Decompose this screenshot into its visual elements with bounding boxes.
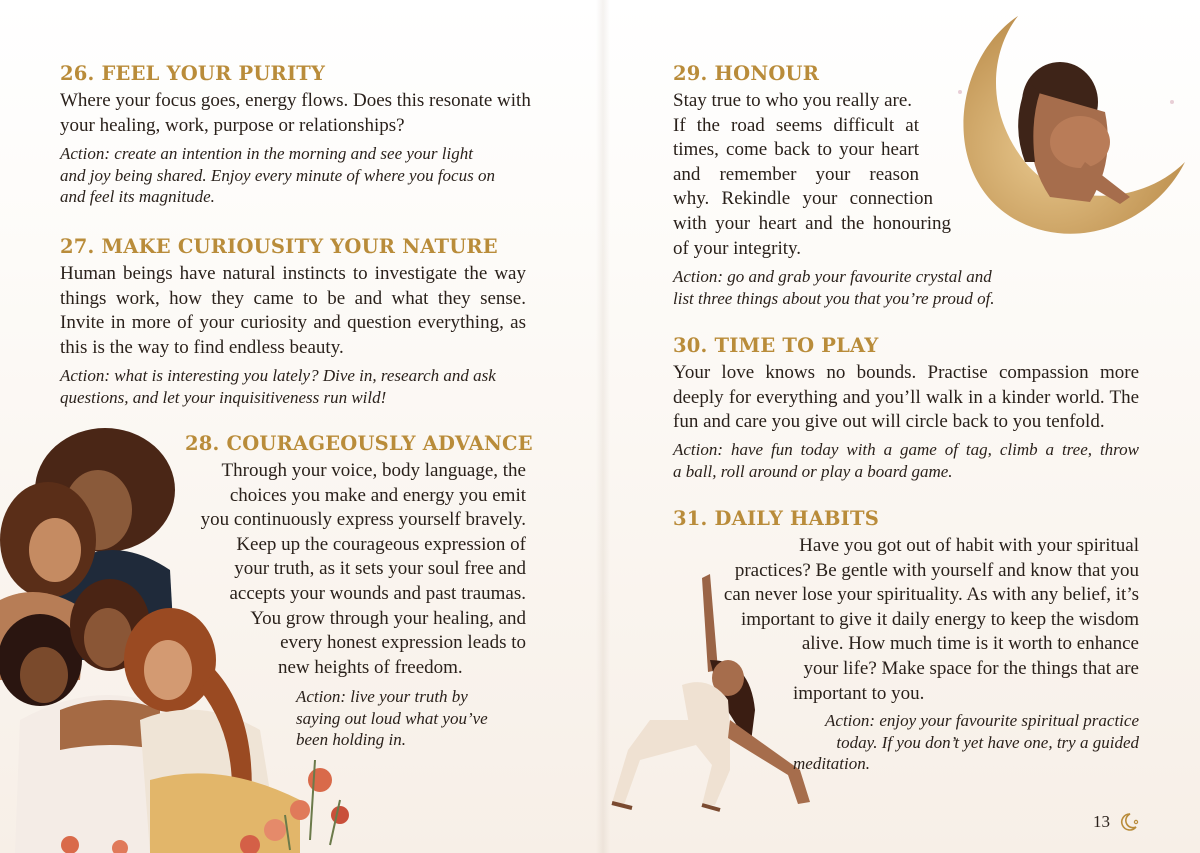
page-gutter — [596, 0, 610, 853]
action-29 — [673, 266, 1073, 309]
heading-31: 31. DAILY HABITS — [673, 507, 879, 530]
text-line: Stay true to who you really are. — [673, 90, 913, 111]
text-line: things work, how they came to be and what they sense. — [60, 287, 526, 309]
text-line: times, come back to your heart — [673, 139, 919, 161]
body-31 — [720, 534, 1139, 706]
text-line: important to you. — [793, 682, 925, 704]
text-line: your life? Make space for the things that are — [803, 657, 1139, 679]
text-line: Action: what is interesting you lately? Dive in, research and ask — [60, 366, 496, 385]
text-line: Have you got out of habit with your spiritual — [799, 535, 1139, 556]
text-line: You grow through your healing, and — [250, 607, 526, 629]
text-line: your healing, work, purpose or relationships? — [60, 114, 405, 136]
page-number — [1093, 812, 1140, 832]
text-line: every honest expression leads to — [280, 632, 526, 654]
heading-28: 28. COURAGEOUSLY ADVANCE — [185, 432, 533, 455]
text-line: deeply for everything and you’ll walk in a kinder world. The — [673, 386, 1139, 408]
text-line: you continuously express yourself bravely. — [200, 509, 526, 531]
text-line: Action: create an intention in the morning and see your light — [60, 144, 473, 163]
action-28 — [296, 686, 526, 751]
text-line: and remember your reason — [673, 163, 919, 185]
text-line: If the road seems difficult at — [673, 114, 919, 136]
crescent-moon-icon — [1120, 812, 1140, 832]
text-line: alive. How much time is it worth to enhance — [801, 633, 1139, 655]
text-line: saying out loud what you’ve — [296, 708, 488, 728]
text-line: your truth, as it sets your soul free and — [234, 558, 526, 580]
text-line: Human beings have natural instincts to investigate the way — [60, 263, 526, 284]
text-line: fun and care you give out will circle back to you tenfold. — [673, 411, 1105, 433]
text-line: Action: have fun today with a game of tag, climb a tree, throw — [673, 440, 1139, 459]
body-29 — [673, 89, 951, 261]
action-27 — [60, 365, 526, 408]
text-line: meditation. — [793, 754, 870, 773]
text-line: Where your focus goes, energy flows. Does this resonate with — [60, 90, 531, 111]
text-line: Your love knows no bounds. Practise compassion more — [673, 362, 1139, 383]
text-line: Invite in more of your curiosity and question everything, as — [60, 312, 526, 334]
text-line: this is the way to find endless beauty. — [60, 336, 344, 358]
action-31 — [780, 710, 1139, 775]
text-line: and feel its magnitude. — [60, 187, 215, 206]
text-line: accepts your wounds and past traumas. — [229, 582, 526, 604]
body-27 — [60, 262, 526, 360]
text-line: list three things about you that you’re proud of. — [673, 288, 995, 308]
heading-27: 27. MAKE CURIOUSITY YOUR NATURE — [60, 235, 498, 258]
text-line: new heights of freedom. — [278, 656, 463, 678]
text-line: Action: live your truth by — [296, 687, 468, 706]
text-line: and joy being shared. Enjoy every minute of where you focus on — [60, 165, 495, 185]
heading-26: 26. FEEL YOUR PURITY — [60, 62, 326, 85]
action-30 — [673, 439, 1139, 482]
text-line: questions, and let your inquisitiveness run wild! — [60, 387, 387, 407]
page-number-text: 13 — [1093, 812, 1110, 831]
body-30 — [673, 361, 1139, 435]
moon-woman-illustration — [940, 12, 1190, 247]
body-28 — [185, 459, 526, 680]
text-line: choices you make and energy you emit — [229, 484, 526, 506]
text-line: been holding in. — [296, 730, 407, 749]
text-line: Keep up the courageous expression of — [236, 533, 526, 555]
text-line: can never lose your spirituality. As with any belief, it’s — [723, 584, 1139, 606]
action-26 — [60, 143, 526, 208]
text-line: today. If you don’t yet have one, try a guided — [836, 732, 1139, 752]
text-line: Action: enjoy your favourite spiritual practice — [825, 711, 1139, 730]
text-line: of your integrity. — [673, 237, 802, 259]
heading-29: 29. HONOUR — [673, 62, 820, 85]
text-line: Through your voice, body language, the — [221, 460, 526, 481]
text-line: with your heart and the honouring — [673, 212, 951, 234]
heading-30: 30. TIME TO PLAY — [673, 334, 879, 357]
text-line: practices? Be gentle with yourself and know that you — [734, 559, 1139, 581]
body-26 — [60, 89, 531, 138]
text-line: important to give it daily energy to keep the wisdom — [740, 608, 1139, 630]
text-line: Action: go and grab your favourite crystal and — [673, 267, 992, 286]
text-line: a ball, roll around or play a board game. — [673, 461, 953, 481]
text-line: why. Rekindle your connection — [673, 188, 933, 210]
